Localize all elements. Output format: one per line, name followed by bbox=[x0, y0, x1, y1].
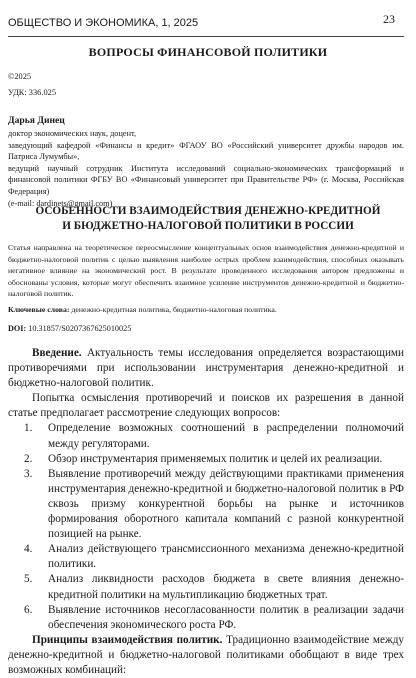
list-item-text: Анализ действующего трансмиссионного механизма денежно-кредитной политики. bbox=[48, 543, 404, 571]
udc-code: УДК: 336.025 bbox=[8, 88, 57, 97]
principles-paragraph bbox=[8, 633, 404, 678]
keywords-text: денежно-кредитная политика, бюджетно-налоговая политика. bbox=[69, 305, 277, 314]
list-item bbox=[8, 467, 404, 542]
keywords bbox=[8, 305, 404, 314]
questions-lead-paragraph: Попытка осмысления противоречий и поисков их разрешения в данной статье предполагает рассмотрение следующих вопросов: bbox=[8, 392, 404, 420]
intro-label: Введение. bbox=[32, 347, 82, 359]
section-title: ВОПРОСЫ ФИНАНСОВОЙ ПОЛИТИКИ bbox=[88, 45, 328, 59]
article-body bbox=[8, 346, 404, 678]
questions-list bbox=[8, 421, 404, 632]
list-item-number: 4. bbox=[24, 543, 33, 556]
list-item-text: Обзор инструментария применяемых политик и целей их реализации. bbox=[48, 452, 383, 465]
list-item bbox=[8, 542, 404, 572]
list-item-text: Выявление противоречий между действующими практиками применения инструментария денежно-кредитной и бюджетно-налоговой политик в РФ сквозь призму конкурентной борьбы на рынке и источников формирования оборотного капитала компаний с разной конкурентной позицией на рынке. bbox=[48, 467, 404, 541]
article-title-line-1: ОСОБЕННОСТИ ВЗАИМОДЕЙСТВИЯ ДЕНЕЖНО-КРЕДИТНОЙ bbox=[35, 205, 381, 217]
doi-value: 10.31857/S0207367625010025 bbox=[26, 324, 132, 333]
article-title bbox=[0, 204, 416, 234]
list-item bbox=[8, 452, 404, 467]
list-item bbox=[8, 572, 404, 602]
author-name: Дарья Динец bbox=[8, 115, 65, 126]
author-position-2: ведущий научный сотрудник Института исследований социально-экономических трансформаций и финансовой политики ФГБУ ВО «Финансовый университет при Правительстве РФ» (г. Москва, Российская Федерация) bbox=[8, 163, 404, 196]
journal-header: ОБЩЕСТВО И ЭКОНОМИКА, 1, 2025 bbox=[8, 17, 199, 29]
intro-paragraph bbox=[8, 346, 404, 391]
author-degree: доктор экономических наук, доцент, bbox=[8, 129, 137, 138]
doi-label: DOI: bbox=[8, 324, 27, 333]
author-email: (e-mail: dardinets@gmail.com) bbox=[8, 198, 113, 208]
keywords-label: Ключевые слова: bbox=[8, 305, 70, 314]
list-item bbox=[8, 421, 404, 451]
header-divider bbox=[8, 36, 404, 37]
list-item-number: 6. bbox=[24, 603, 33, 616]
principles-label: Принципы взаимодействия политик. bbox=[32, 633, 223, 646]
principles-text: Традиционно взаимодействие между денежно-кредитной и бюджетно-налоговой политиками обобщают в виде трех возможных комбинаций: bbox=[8, 633, 404, 676]
list-item-number: 1. bbox=[24, 422, 33, 435]
list-item-number: 2. bbox=[24, 452, 33, 465]
intro-text: Актуальность темы исследования определяется возрастающими противоречиями при использовании инструментария денежно-кредитной и бюджетно-налоговой политик. bbox=[8, 347, 404, 390]
list-item-text: Определение возможных соотношений в распределении полномочий между регуляторами. bbox=[48, 422, 404, 450]
doi bbox=[8, 324, 131, 333]
list-item-number: 5. bbox=[24, 573, 33, 586]
copyright: ©2025 bbox=[8, 72, 32, 81]
author-position-1: заведующий кафедрой «Финансы и кредит» ФГАОУ ВО «Российский университет дружбы народов им. Патриса Лумумбы», bbox=[8, 140, 404, 162]
list-item-text: Выявление источников несогласованности политик в реализации задачи обеспечения экономического роста РФ. bbox=[48, 603, 404, 631]
list-item-text: Анализ ликвидности расходов бюджета в свете влияния денежно-кредитной политики на мультипликацию бюджетных трат. bbox=[48, 573, 404, 601]
list-item bbox=[8, 603, 404, 633]
abstract: Статья направлена на теоретическое переосмысление концептуальных основ взаимодействия денежно-кредитной и бюджетно-налоговой политик с целью выявления наиболее острых проблем взаимодействия, способных оказывать негативное влияние на экономический рост. В результате проведенного исследования автором предложены и обоснованы условия, которые могут обеспечить взаимное усиление инструментов денежно-кредитной и бюджетно-налоговой политик. bbox=[8, 243, 404, 299]
page-number: 23 bbox=[383, 12, 395, 26]
author-affiliation bbox=[8, 128, 404, 209]
article-title-line-2: И БЮДЖЕТНО-НАЛОГОВОЙ ПОЛИТИКИ В РОССИИ bbox=[62, 220, 354, 232]
list-item-number: 3. bbox=[24, 467, 33, 480]
